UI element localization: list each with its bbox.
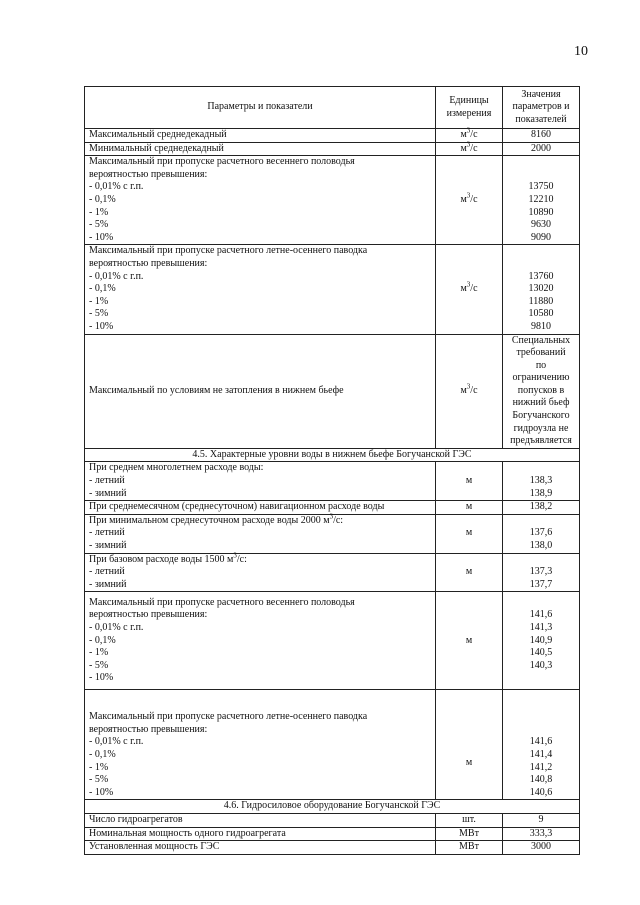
row-label: Максимальный при пропуске расчетного весеннего половодья вероятностью превышения: - 0,01% с г.п. - 0,1% - 1% - 5% - 10% [85,156,436,245]
section-heading: 4.6. Гидросиловое оборудование Богучанской ГЭС [85,800,580,814]
parameters-table [84,86,580,855]
table-row [85,129,580,143]
row-label: При среднемесячном (среднесуточном) навигационном расходе воды [85,501,436,515]
row-unit: м [436,501,503,515]
row-unit: $м^3/с$ [436,142,503,156]
table-row [85,156,580,245]
table-row [85,827,580,841]
row-label: Максимальный при пропуске расчетного летне-осеннего паводка вероятностью превышения: - 0,01% с г.п. - 0,1% - 1% - 5% - 10% [85,245,436,334]
row-unit: $м^3/с$ [436,245,503,334]
table-row [85,553,580,592]
row-unit: м [436,592,503,690]
row-value: 137,3 137,7 [503,553,580,592]
table-row [85,462,580,501]
row-value: Специальных требований по ограничению попусков в нижний бьеф Богучанского гидроузла не предъявляется [503,334,580,448]
header-unit: Единицы измерения [436,87,503,129]
row-value: 3000 [503,841,580,855]
row-value: 8160 [503,129,580,143]
section-heading: 4.5. Характерные уровни воды в нижнем бьефе Богучанской ГЭС [85,448,580,462]
row-unit: м [436,462,503,501]
row-value: 13760 13020 11880 10580 9810 [503,245,580,334]
table-row [85,690,580,800]
row-unit: $м^3/с$ [436,334,503,448]
row-unit: $м^3/с$ [436,129,503,143]
row-unit: МВт [436,827,503,841]
row-value: 141,6 141,4 141,2 140,8 140,6 [503,690,580,800]
table-row [85,142,580,156]
row-label: Максимальный по условиям не затопления в нижнем бьефе [85,334,436,448]
table-row [85,592,580,690]
header-param: Параметры и показатели [85,87,436,129]
row-label: Максимальный при пропуске расчетного летне-осеннего паводка вероятностью превышения: - 0,01% с г.п. - 0,1% - 1% - 5% - 10% [85,690,436,800]
row-unit: м [436,514,503,553]
row-label: При базовом расходе воды 1500 $м^3/с$: - летний - зимний [85,553,436,592]
row-label: Минимальный среднедекадный [85,142,436,156]
table-row [85,841,580,855]
row-value: 141,6 141,3 140,9 140,5 140,3 [503,592,580,690]
row-unit: $м^3/с$ [436,156,503,245]
table-header-row [85,87,580,129]
row-value: 138,2 [503,501,580,515]
row-unit: м [436,553,503,592]
table-row [85,245,580,334]
row-label: Установленная мощность ГЭС [85,841,436,855]
header-value: Значения параметров и показателей [503,87,580,129]
row-label: При минимальном среднесуточном расходе воды 2000 $м^3/с$: - летний - зимний [85,514,436,553]
row-value: 9 [503,813,580,827]
section-row [85,800,580,814]
row-label: Номинальная мощность одного гидроагрегата [85,827,436,841]
row-unit: м [436,690,503,800]
table-row [85,514,580,553]
row-value: 13750 12210 10890 9630 9090 [503,156,580,245]
table-row [85,813,580,827]
row-label: Число гидроагрегатов [85,813,436,827]
row-value: 137,6 138,0 [503,514,580,553]
row-label: Максимальный при пропуске расчетного весеннего половодья вероятностью превышения: - 0,01% с г.п. - 0,1% - 1% - 5% - 10% [85,592,436,690]
row-value: 138,3 138,9 [503,462,580,501]
row-label: При среднем многолетнем расходе воды: - летний - зимний [85,462,436,501]
page-number: 10 [574,44,588,59]
row-unit: МВт [436,841,503,855]
table-row [85,334,580,448]
row-label: Максимальный среднедекадный [85,129,436,143]
row-value: 2000 [503,142,580,156]
row-value: 333,3 [503,827,580,841]
row-unit: шт. [436,813,503,827]
section-row [85,448,580,462]
